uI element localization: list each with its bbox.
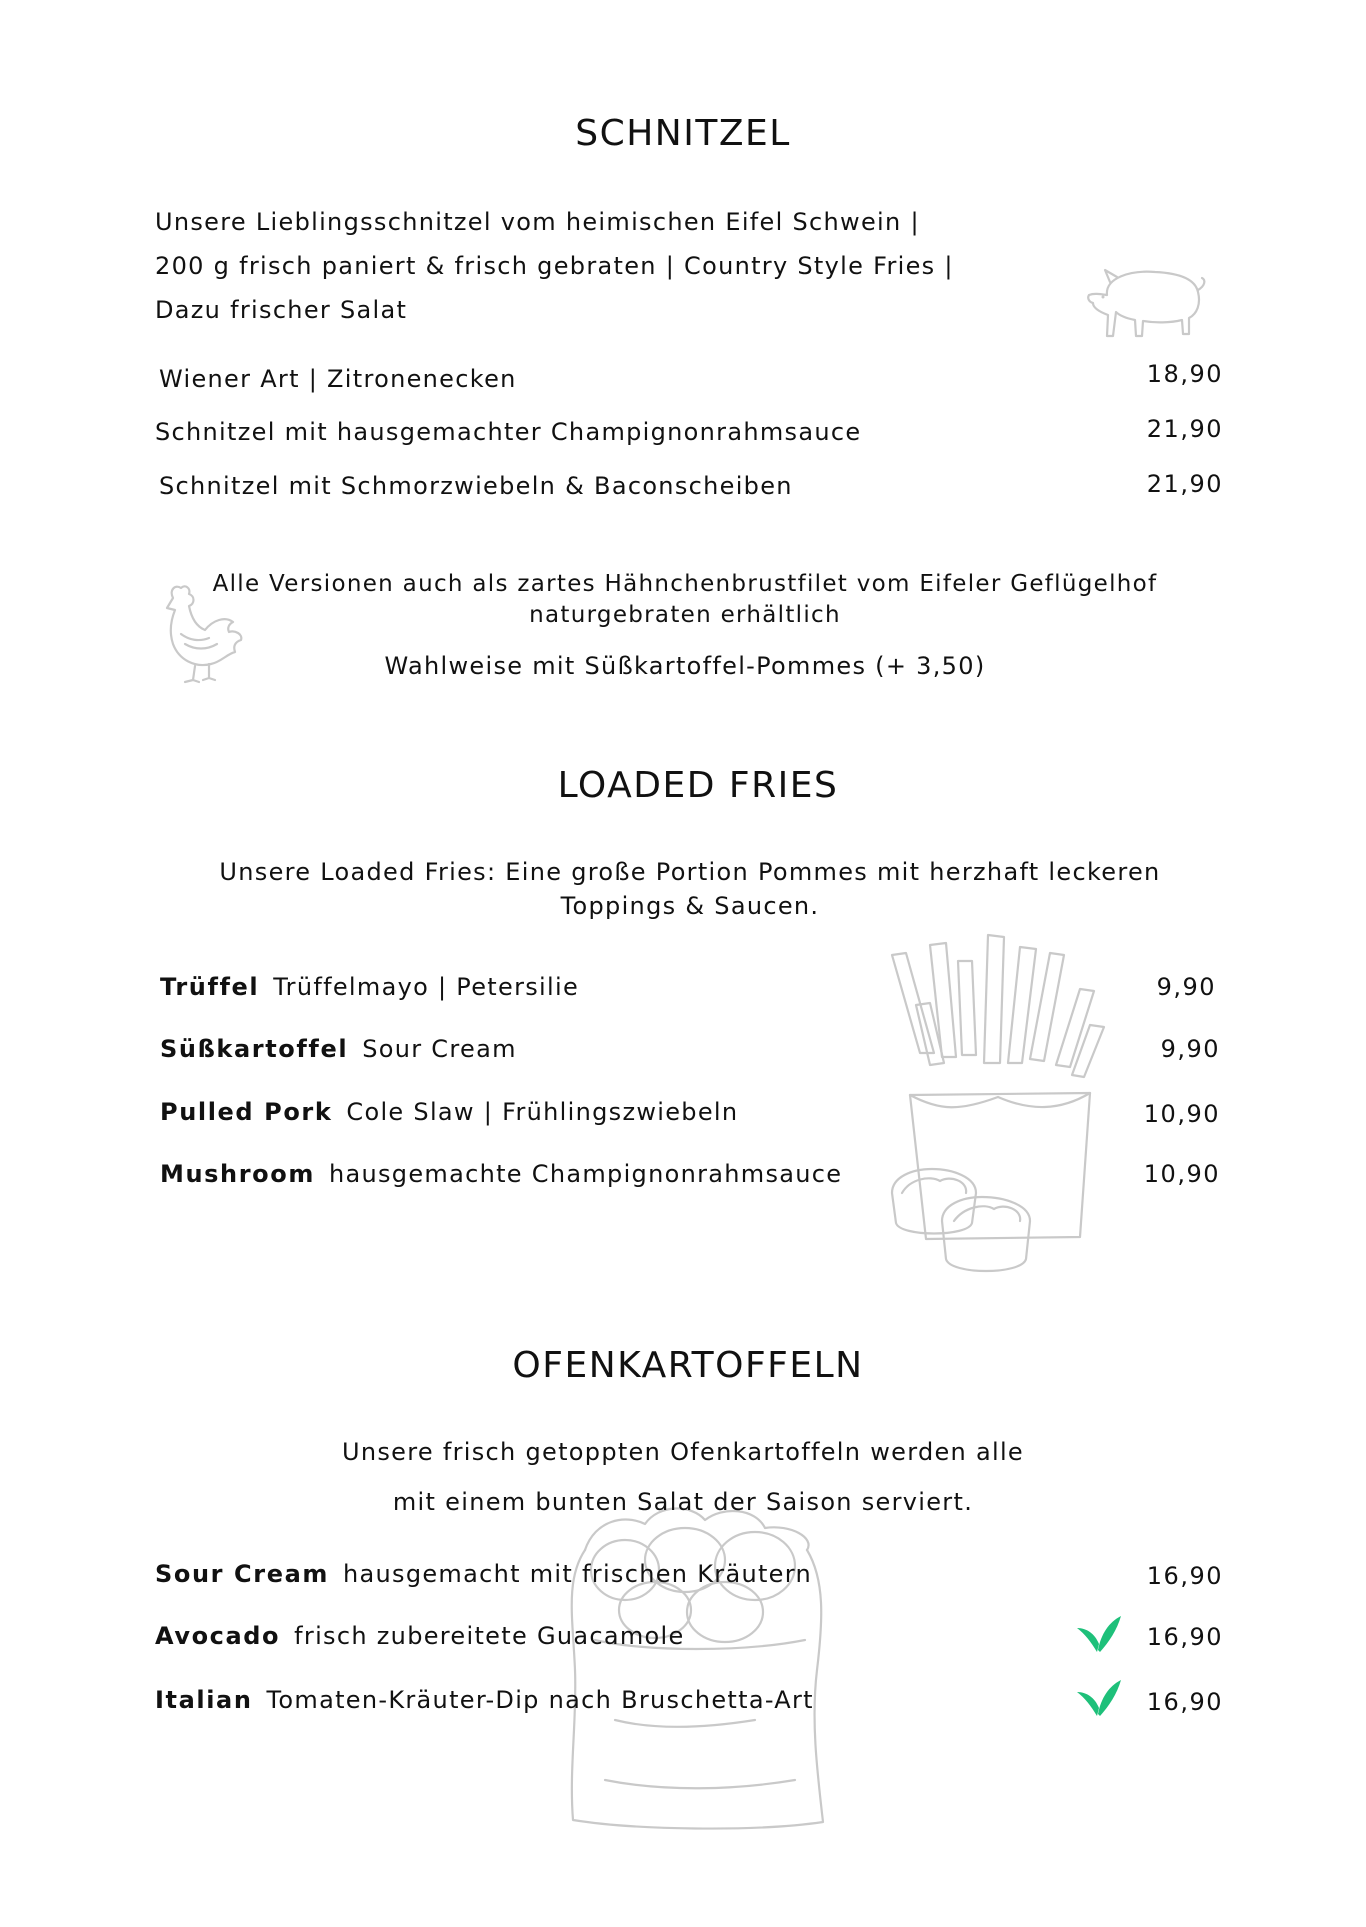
loaded-fries-intro-line-1: Unsere Loaded Fries: Eine große Portion Pommes mit herzhaft leckeren: [219, 858, 1161, 886]
item-description: Tomaten-Kräuter-Dip nach Bruschetta-Art: [266, 1686, 814, 1714]
potato-sack-illustration: [555, 1500, 845, 1840]
item-description: hausgemachte Champignonrahmsauce: [328, 1160, 843, 1188]
schnitzel-intro-line-1: Unsere Lieblingsschnitzel vom heimischen Eifel Schwein |: [155, 208, 920, 236]
loaded-fries-item-price: 10,90: [1143, 1160, 1220, 1188]
item-name: Pulled Pork: [160, 1098, 333, 1126]
ofenkartoffeln-intro-line-1: Unsere frisch getoppten Ofenkartoffeln werden alle: [341, 1438, 1024, 1466]
fries-illustration: [880, 925, 1170, 1300]
ofenkartoffeln-item: [155, 1560, 812, 1588]
item-name: Sour Cream: [155, 1560, 329, 1588]
item-description: frisch zubereitete Guacamole: [294, 1622, 685, 1650]
ofenkartoffeln-item: [155, 1622, 685, 1650]
schnitzel-intro-line-3: Dazu frischer Salat: [155, 296, 408, 324]
schnitzel-item-price: 21,90: [1146, 415, 1223, 443]
schnitzel-item-name: Schnitzel mit hausgemachter Champignonrahmsauce: [155, 418, 862, 446]
loaded-fries-item-price: 9,90: [1160, 1035, 1220, 1063]
item-name: Trüffel: [160, 973, 260, 1001]
loaded-fries-item: [160, 1098, 738, 1126]
item-name: Italian: [155, 1686, 253, 1714]
item-description: Trüffelmayo | Petersilie: [273, 973, 580, 1001]
schnitzel-item-price: 21,90: [1146, 470, 1223, 498]
loaded-fries-item: [160, 973, 579, 1001]
ofenkartoffeln-item-price: 16,90: [1146, 1688, 1223, 1716]
item-name: Avocado: [155, 1622, 281, 1650]
loaded-fries-item-price: 9,90: [1156, 973, 1216, 1001]
vegan-leaf-icon: [1077, 1616, 1121, 1654]
ofenkartoffeln-item-price: 16,90: [1146, 1623, 1223, 1651]
section-heading-schnitzel: SCHNITZEL: [575, 113, 791, 154]
schnitzel-item-name: Wiener Art | Zitronenecken: [159, 365, 517, 393]
schnitzel-item-name: Schnitzel mit Schmorzwiebeln & Baconscheiben: [159, 472, 793, 500]
loaded-fries-intro-line-2: Toppings & Saucen.: [560, 892, 820, 920]
schnitzel-option: Wahlweise mit Süßkartoffel-Pommes (+ 3,50): [384, 652, 986, 680]
pig-icon: [1085, 260, 1215, 345]
loaded-fries-item-price: 10,90: [1143, 1100, 1220, 1128]
item-name: Mushroom: [160, 1160, 315, 1188]
section-heading-loaded-fries: LOADED FRIES: [557, 765, 839, 806]
item-description: hausgemacht mit frischen Kräutern: [342, 1560, 812, 1588]
item-description: Sour Cream: [362, 1035, 517, 1063]
item-description: Cole Slaw | Frühlingszwiebeln: [346, 1098, 739, 1126]
schnitzel-intro-line-2: 200 g frisch paniert & frisch gebraten | Country Style Fries |: [155, 252, 954, 280]
ofenkartoffeln-intro-line-2: mit einem bunten Salat der Saison serviert.: [392, 1488, 974, 1516]
section-heading-ofenkartoffeln: OFENKARTOFFELN: [512, 1345, 864, 1386]
loaded-fries-item: [160, 1035, 517, 1063]
schnitzel-note-line-1: Alle Versionen auch als zartes Hähnchenbrustfilet vom Eifeler Geflügelhof: [212, 571, 1158, 597]
ofenkartoffeln-item-price: 16,90: [1146, 1562, 1223, 1590]
schnitzel-note-line-2: naturgebraten erhältlich: [529, 602, 841, 628]
vegan-leaf-icon: [1077, 1680, 1121, 1718]
schnitzel-item-price: 18,90: [1146, 360, 1223, 388]
item-name: Süßkartoffel: [160, 1035, 349, 1063]
ofenkartoffeln-item: [155, 1686, 814, 1714]
loaded-fries-item: [160, 1160, 842, 1188]
